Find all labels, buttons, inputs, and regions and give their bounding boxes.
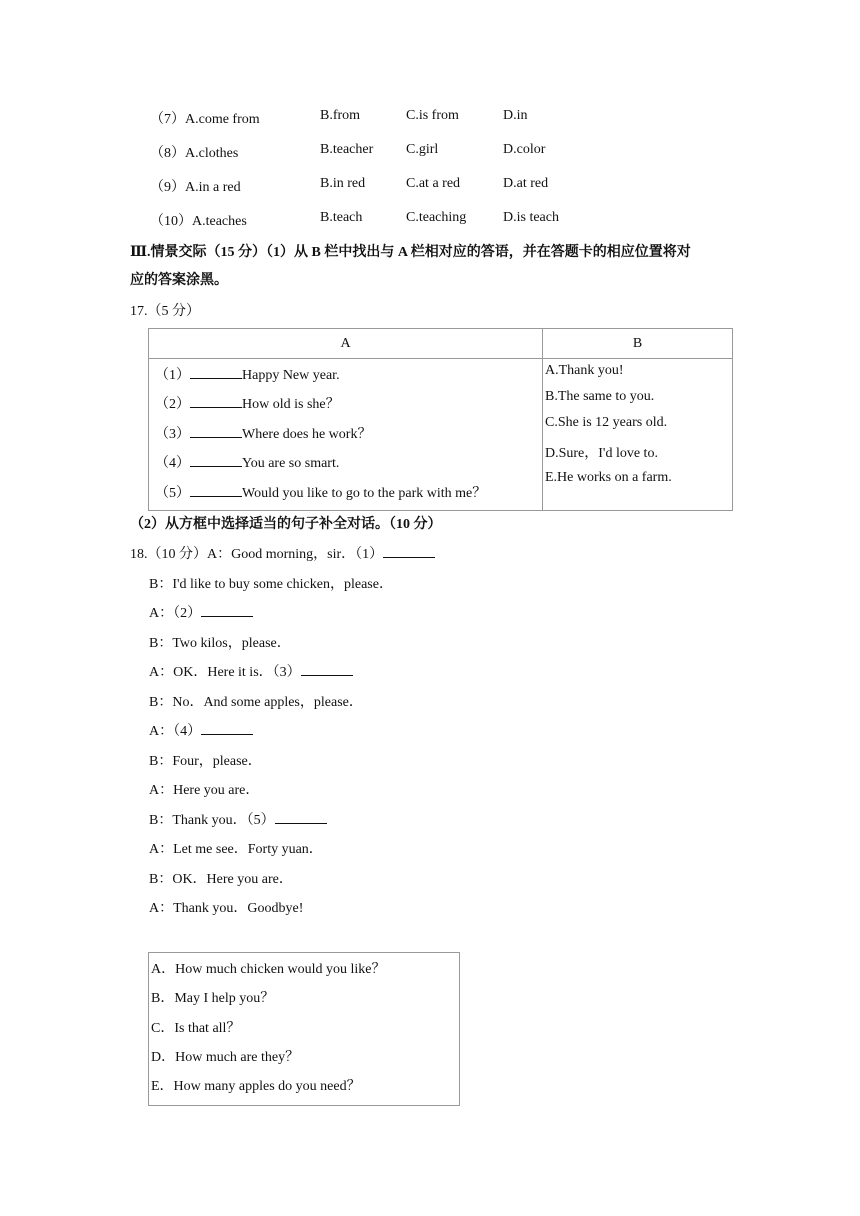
- column-a-cell: [149, 359, 543, 511]
- a-item-3: （3） Where does he work？: [155, 427, 372, 442]
- a-item-4: （4） You are so smart.: [155, 456, 340, 471]
- dialogue-line: B：Thank you．（5）: [149, 809, 327, 829]
- option-8-a: （8）A.clothes: [150, 146, 239, 161]
- dialogue-line: B：I'd like to buy some chicken，please．: [149, 577, 393, 592]
- dialogue-line: A：OK．Here it is．（3）: [149, 661, 353, 681]
- option-7-a: （7）A.come from: [150, 112, 260, 127]
- answer-blank[interactable]: [190, 484, 242, 497]
- answer-blank[interactable]: [201, 604, 253, 617]
- option-10-d: D.is teach: [503, 210, 559, 225]
- b-item-b: B.The same to you.: [545, 389, 655, 404]
- dialogue-line: B：OK．Here you are．: [149, 872, 293, 887]
- option-8-c: C.girl: [406, 142, 439, 157]
- answer-blank[interactable]: [275, 811, 327, 824]
- dialogue-line: A：Let me see．Forty yuan．: [149, 842, 323, 857]
- dialogue-line: A：（2）: [149, 602, 253, 622]
- column-a-header: A: [149, 329, 543, 359]
- dialogue-line: B：Two kilos，please．: [149, 636, 291, 651]
- dialogue-line: A：Here you are．: [149, 783, 260, 798]
- answer-blank[interactable]: [190, 395, 242, 408]
- answer-blank[interactable]: [301, 663, 353, 676]
- box-option-d: D．How much are they？: [151, 1050, 300, 1065]
- option-10-a: （10）A.teaches: [150, 214, 247, 229]
- question-18-title: 18.（10 分）A：Good morning，sir．（1）: [130, 543, 435, 563]
- dialogue-line: A：Thank you．Goodbye!: [149, 901, 304, 916]
- matching-table: [148, 328, 733, 511]
- column-b-header: B: [543, 329, 733, 359]
- question-17-title: 17.（5 分）: [130, 304, 200, 319]
- option-7-d: D.in: [503, 108, 528, 123]
- dialogue-line: B：Four，please．: [149, 754, 262, 769]
- options-box: [148, 952, 460, 1106]
- b-item-e: E.He works on a farm.: [545, 470, 672, 485]
- option-7-b: B.from: [320, 108, 361, 123]
- part-2-heading: （2）从方框中选择适当的句子补全对话。（10 分）: [130, 517, 442, 532]
- box-option-b: B．May I help you？: [151, 991, 275, 1006]
- a-item-1: （1） Happy New year.: [155, 368, 340, 383]
- option-8-b: B.teacher: [320, 142, 374, 157]
- box-option-e: E．How many apples do you need？: [151, 1079, 361, 1094]
- b-item-c: C.She is 12 years old.: [545, 415, 668, 430]
- column-b-cell: [543, 359, 733, 511]
- option-10-c: C.teaching: [406, 210, 467, 225]
- option-7-c: C.is from: [406, 108, 459, 123]
- answer-blank[interactable]: [190, 366, 242, 379]
- dialogue-line: A：（4）: [149, 720, 253, 740]
- box-option-c: C．Is that all？: [151, 1021, 241, 1036]
- answer-blank[interactable]: [201, 722, 253, 735]
- b-item-d: D.Sure，I'd love to.: [545, 446, 658, 461]
- answer-blank[interactable]: [383, 545, 435, 558]
- option-9-c: C.at a red: [406, 176, 461, 191]
- option-9-b: B.in red: [320, 176, 366, 191]
- dialogue-line: B：No．And some apples，please．: [149, 695, 363, 710]
- option-8-d: D.color: [503, 142, 546, 157]
- box-option-a: A．How much chicken would you like？: [151, 962, 386, 977]
- b-item-a: A.Thank you!: [545, 363, 624, 378]
- section-3-heading: Ⅲ.情景交际（15 分）（1）从 B 栏中找出与 A 栏相对应的答语，并在答题卡的相应位置将对: [130, 245, 691, 260]
- option-9-d: D.at red: [503, 176, 549, 191]
- a-item-2: （2） How old is she？: [155, 397, 340, 412]
- answer-blank[interactable]: [190, 454, 242, 467]
- option-10-b: B.teach: [320, 210, 363, 225]
- answer-blank[interactable]: [190, 425, 242, 438]
- option-9-a: （9）A.in a red: [150, 180, 241, 195]
- a-item-5: （5） Would you like to go to the park with me？: [155, 486, 487, 501]
- section-3-heading-cont: 应的答案涂黑。: [130, 273, 228, 288]
